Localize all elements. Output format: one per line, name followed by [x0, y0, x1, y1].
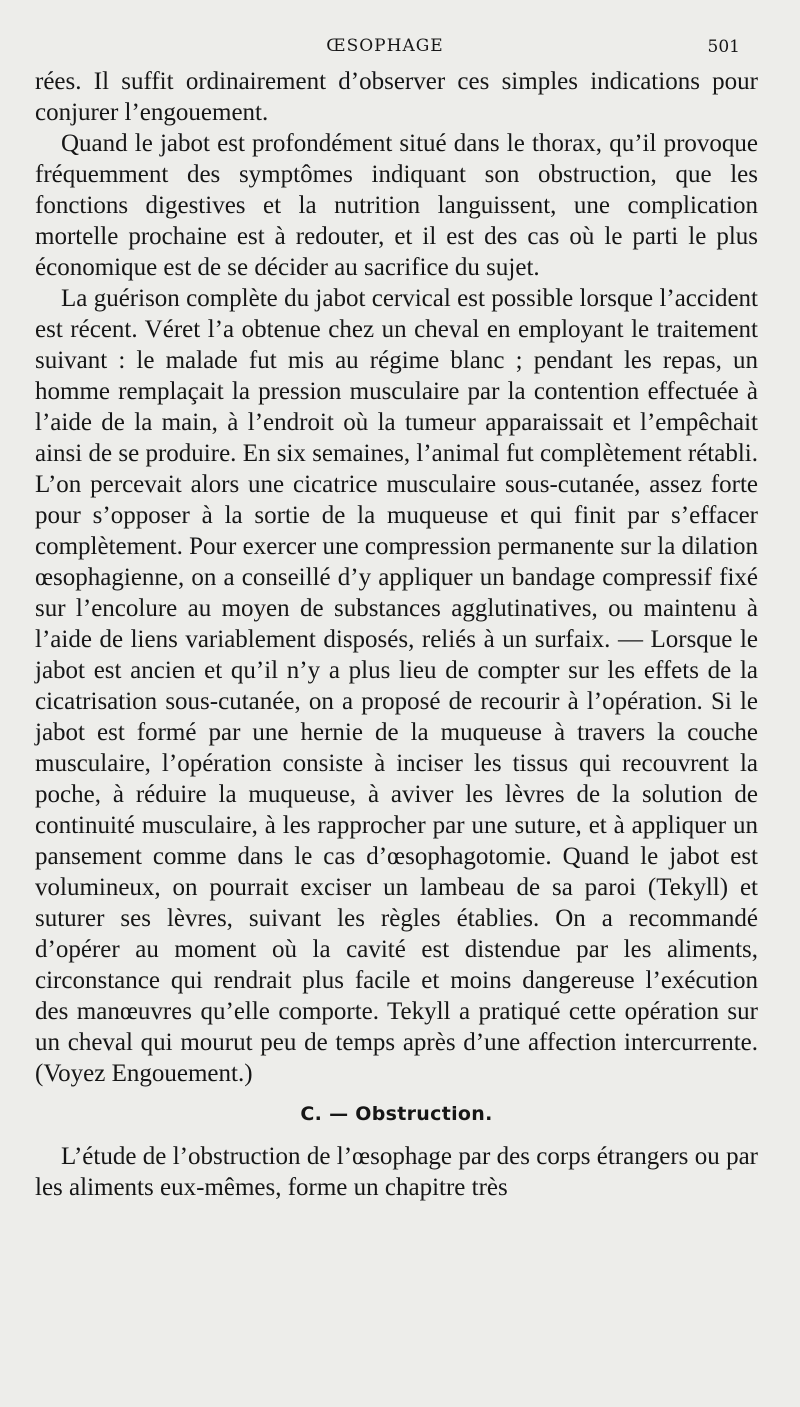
section-heading: C. — Obstruction.: [300, 1103, 493, 1125]
paragraph-obstruction: L’étude de l’obstruction de l’œsophage par des corps étrangers ou par les aliments eux-mêmes, forme un chapitre très: [35, 1143, 758, 1201]
paragraph-thoracic-jabot: Quand le jabot est profondément situé dans le thorax, qu’il provoque fréquemment des symptômes indiquant son obstruction, que les fonctions digestives et la nutrition languissent, une complication mortelle prochaine est à redouter, et il est des cas où le parti le plus économique est de se décider au sacrifice du sujet.: [35, 130, 758, 281]
paragraph-continuation: rées. Il suffit ordinairement d’observer ces simples indications pour conjurer l’engouement.: [35, 68, 758, 126]
page-number: 501: [707, 37, 740, 57]
running-title: ŒSOPHAGE: [326, 36, 444, 56]
body-text: [35, 66, 758, 1203]
paragraph-cervical-jabot-treatment: La guérison complète du jabot cervical est possible lorsque l’accident est récent. Véret l’a obtenue chez un cheval en employant le traitement suivant : le malade fut mis au régime blanc ; pendant les repas, un homme remplaçait la pression musculaire par la contention effectuée à l’aide de la main, à l’endroit où la tumeur apparaissait et l’empêchait ainsi de se produire. En six semaines, l’animal fut complètement rétabli. L’on percevait alors une cicatrice musculaire sous-cutanée, assez forte pour s’opposer à la sortie de la muqueuse et qui finit par s’effacer complètement. Pour exercer une compression permanente sur la dilation œsophagienne, on a conseillé d’y appliquer un bandage compressif fixé sur l’encolure au moyen de substances agglutinatives, ou maintenu à l’aide de liens variablement disposés, reliés à un surfaix. — Lorsque le jabot est ancien et qu’il n’y a plus lieu de compter sur les effets de la cicatrisation sous-cutanée, on a proposé de recourir à l’opération. Si le jabot est formé par une hernie de la muqueuse à travers la couche musculaire, l’opération consiste à inciser les tissus qui recouvrent la poche, à réduire la muqueuse, à aviver les lèvres de la solution de continuité musculaire, à les rapprocher par une suture, et à appliquer un pansement comme dans le cas d’œsophagotomie. Quand le jabot est volumineux, on pourrait exciser un lambeau de sa paroi (Tekyll) et suturer ses lèvres, suivant les règles établies. On a recommandé d’opérer au moment où la cavité est distendue par les aliments, circonstance qui rendrait plus facile et moins dangereuse l’exécution des manœuvres qu’elle comporte. Tekyll a pratiqué cette opération sur un cheval qui mourut peu de temps après d’une affection intercurrente. (Voyez Engouement.): [35, 285, 758, 1087]
running-head: [0, 34, 800, 60]
